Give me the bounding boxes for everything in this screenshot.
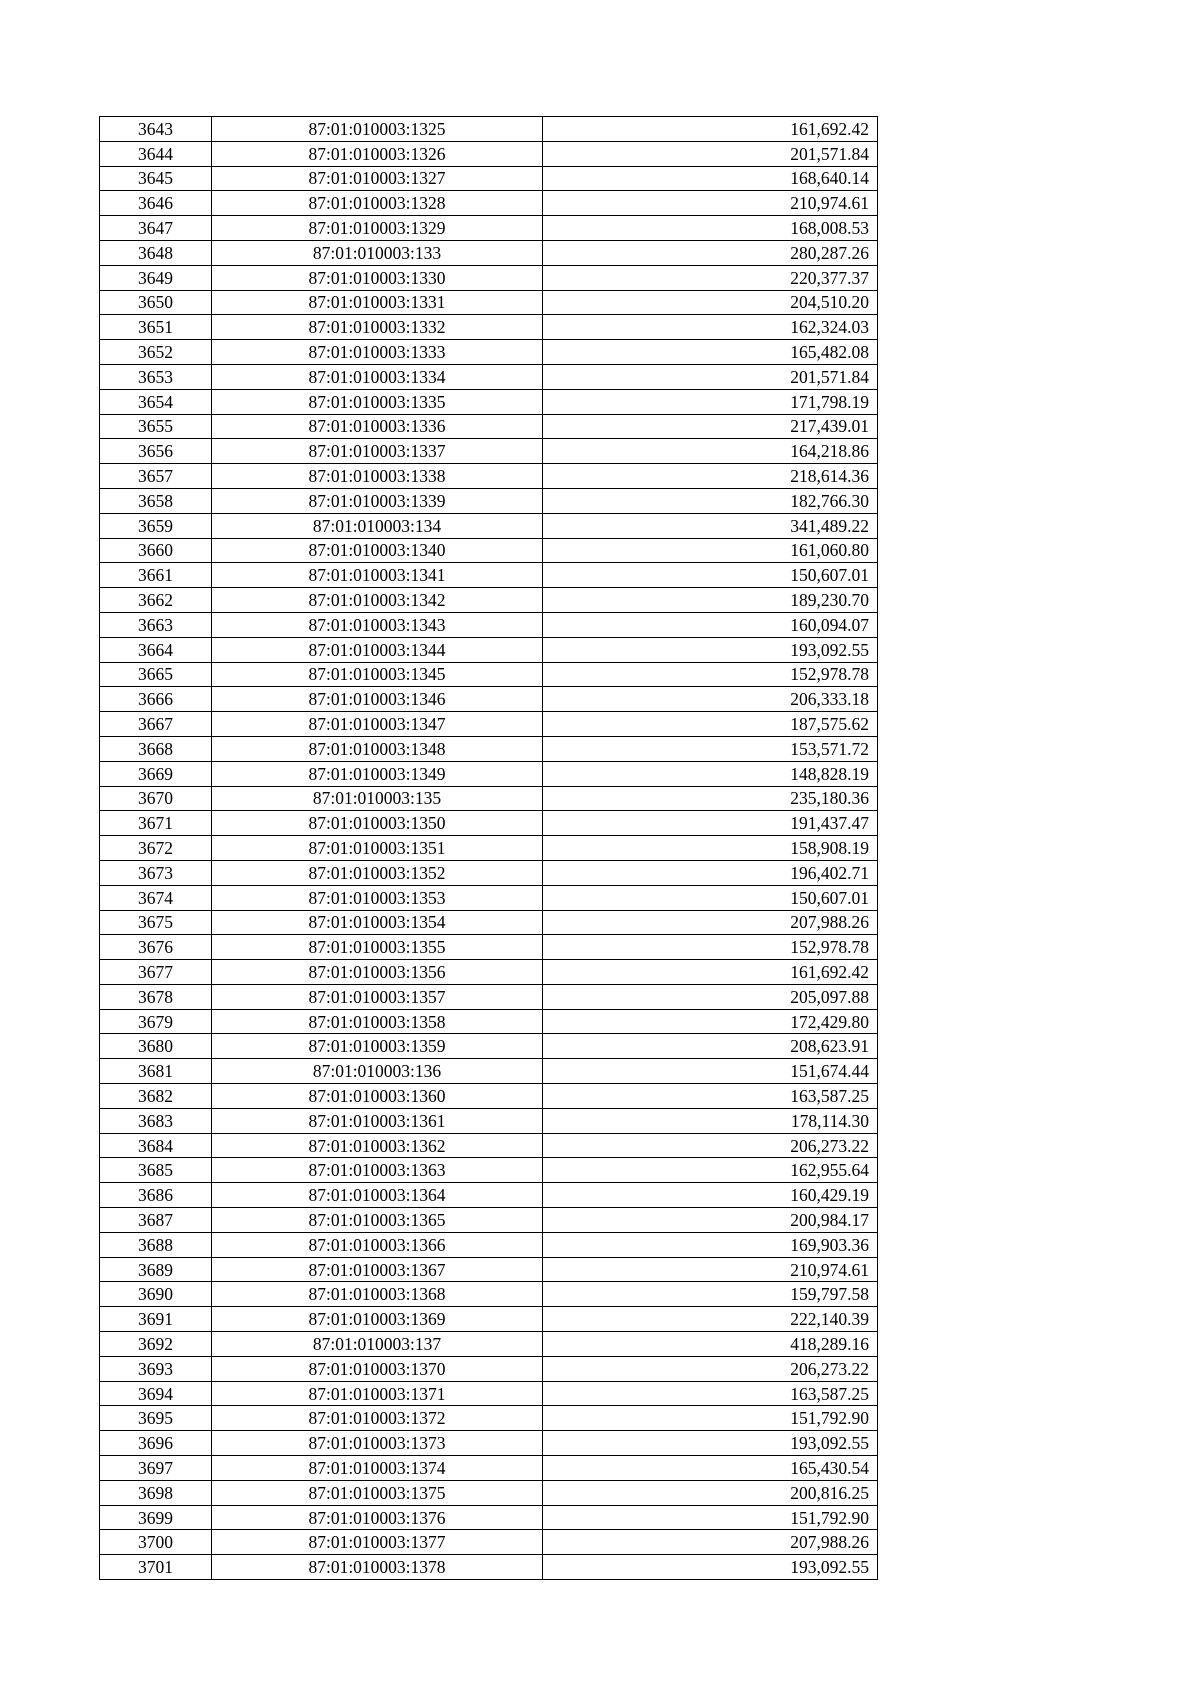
table-row xyxy=(100,513,878,538)
cadastral-number-cell: 87:01:010003:1369 xyxy=(212,1307,543,1332)
value-cell: 206,273.22 xyxy=(543,1133,878,1158)
table-row xyxy=(100,538,878,563)
row-number-cell: 3677 xyxy=(100,960,212,985)
table-row xyxy=(100,761,878,786)
table-row xyxy=(100,216,878,241)
row-number-cell: 3674 xyxy=(100,885,212,910)
row-number-cell: 3701 xyxy=(100,1555,212,1580)
cadastral-number-cell: 87:01:010003:1331 xyxy=(212,290,543,315)
row-number-cell: 3666 xyxy=(100,687,212,712)
cadastral-number-cell: 87:01:010003:1329 xyxy=(212,216,543,241)
table-row xyxy=(100,1406,878,1431)
table-row xyxy=(100,439,878,464)
row-number-cell: 3693 xyxy=(100,1356,212,1381)
cadastral-number-cell: 87:01:010003:1363 xyxy=(212,1158,543,1183)
row-number-cell: 3671 xyxy=(100,811,212,836)
cadastral-number-cell: 87:01:010003:1340 xyxy=(212,538,543,563)
value-cell: 208,623.91 xyxy=(543,1034,878,1059)
row-number-cell: 3658 xyxy=(100,488,212,513)
table-row xyxy=(100,1084,878,1109)
cadastral-number-cell: 87:01:010003:1330 xyxy=(212,265,543,290)
value-cell: 161,692.42 xyxy=(543,117,878,142)
table-row xyxy=(100,1431,878,1456)
cadastral-number-cell: 87:01:010003:1357 xyxy=(212,984,543,1009)
row-number-cell: 3685 xyxy=(100,1158,212,1183)
cadastral-number-cell: 87:01:010003:1365 xyxy=(212,1208,543,1233)
row-number-cell: 3673 xyxy=(100,860,212,885)
table-row xyxy=(100,1108,878,1133)
cadastral-number-cell: 87:01:010003:1337 xyxy=(212,439,543,464)
cadastral-number-cell: 87:01:010003:1336 xyxy=(212,414,543,439)
value-cell: 158,908.19 xyxy=(543,836,878,861)
value-cell: 206,333.18 xyxy=(543,687,878,712)
row-number-cell: 3646 xyxy=(100,191,212,216)
row-number-cell: 3682 xyxy=(100,1084,212,1109)
row-number-cell: 3653 xyxy=(100,364,212,389)
value-cell: 153,571.72 xyxy=(543,736,878,761)
table-row xyxy=(100,141,878,166)
value-cell: 150,607.01 xyxy=(543,563,878,588)
value-cell: 341,489.22 xyxy=(543,513,878,538)
table-row xyxy=(100,1332,878,1357)
value-cell: 217,439.01 xyxy=(543,414,878,439)
cadastral-number-cell: 87:01:010003:1341 xyxy=(212,563,543,588)
row-number-cell: 3650 xyxy=(100,290,212,315)
cadastral-number-cell: 87:01:010003:1348 xyxy=(212,736,543,761)
row-number-cell: 3665 xyxy=(100,662,212,687)
value-cell: 151,792.90 xyxy=(543,1505,878,1530)
value-cell: 148,828.19 xyxy=(543,761,878,786)
cadastral-number-cell: 87:01:010003:1335 xyxy=(212,389,543,414)
row-number-cell: 3687 xyxy=(100,1208,212,1233)
cadastral-number-cell: 87:01:010003:1370 xyxy=(212,1356,543,1381)
cadastral-number-cell: 87:01:010003:1350 xyxy=(212,811,543,836)
row-number-cell: 3662 xyxy=(100,588,212,613)
cadastral-number-cell: 87:01:010003:1354 xyxy=(212,910,543,935)
table-row xyxy=(100,240,878,265)
row-number-cell: 3690 xyxy=(100,1282,212,1307)
table-row xyxy=(100,1555,878,1580)
value-cell: 193,092.55 xyxy=(543,1555,878,1580)
row-number-cell: 3678 xyxy=(100,984,212,1009)
value-cell: 207,988.26 xyxy=(543,910,878,935)
cadastral-number-cell: 87:01:010003:1358 xyxy=(212,1009,543,1034)
row-number-cell: 3681 xyxy=(100,1059,212,1084)
cadastral-number-cell: 87:01:010003:1368 xyxy=(212,1282,543,1307)
table-row xyxy=(100,488,878,513)
table-row xyxy=(100,191,878,216)
table-row xyxy=(100,1009,878,1034)
table-row xyxy=(100,117,878,142)
value-cell: 201,571.84 xyxy=(543,364,878,389)
table-row xyxy=(100,166,878,191)
table-row xyxy=(100,290,878,315)
row-number-cell: 3675 xyxy=(100,910,212,935)
value-cell: 280,287.26 xyxy=(543,240,878,265)
row-number-cell: 3680 xyxy=(100,1034,212,1059)
cadastral-number-cell: 87:01:010003:1342 xyxy=(212,588,543,613)
value-cell: 160,094.07 xyxy=(543,612,878,637)
row-number-cell: 3667 xyxy=(100,712,212,737)
row-number-cell: 3655 xyxy=(100,414,212,439)
value-cell: 172,429.80 xyxy=(543,1009,878,1034)
table-row xyxy=(100,712,878,737)
cadastral-number-cell: 87:01:010003:1362 xyxy=(212,1133,543,1158)
row-number-cell: 3679 xyxy=(100,1009,212,1034)
cadastral-number-cell: 87:01:010003:1351 xyxy=(212,836,543,861)
table-row xyxy=(100,1307,878,1332)
cadastral-number-cell: 87:01:010003:1366 xyxy=(212,1232,543,1257)
row-number-cell: 3654 xyxy=(100,389,212,414)
value-cell: 178,114.30 xyxy=(543,1108,878,1133)
table-row xyxy=(100,687,878,712)
row-number-cell: 3668 xyxy=(100,736,212,761)
row-number-cell: 3697 xyxy=(100,1456,212,1481)
cadastral-number-cell: 87:01:010003:1364 xyxy=(212,1183,543,1208)
row-number-cell: 3659 xyxy=(100,513,212,538)
value-cell: 210,974.61 xyxy=(543,1257,878,1282)
data-table xyxy=(99,116,878,1580)
table-row xyxy=(100,736,878,761)
value-cell: 162,955.64 xyxy=(543,1158,878,1183)
row-number-cell: 3698 xyxy=(100,1480,212,1505)
value-cell: 222,140.39 xyxy=(543,1307,878,1332)
cadastral-number-cell: 87:01:010003:1359 xyxy=(212,1034,543,1059)
table-row xyxy=(100,637,878,662)
row-number-cell: 3656 xyxy=(100,439,212,464)
value-cell: 165,430.54 xyxy=(543,1456,878,1481)
value-cell: 206,273.22 xyxy=(543,1356,878,1381)
value-cell: 191,437.47 xyxy=(543,811,878,836)
table-row xyxy=(100,935,878,960)
cadastral-number-cell: 87:01:010003:135 xyxy=(212,786,543,811)
cadastral-number-cell: 87:01:010003:1344 xyxy=(212,637,543,662)
table-row xyxy=(100,464,878,489)
row-number-cell: 3676 xyxy=(100,935,212,960)
row-number-cell: 3683 xyxy=(100,1108,212,1133)
table-row xyxy=(100,1183,878,1208)
value-cell: 210,974.61 xyxy=(543,191,878,216)
value-cell: 152,978.78 xyxy=(543,935,878,960)
value-cell: 150,607.01 xyxy=(543,885,878,910)
table-row xyxy=(100,1480,878,1505)
value-cell: 161,692.42 xyxy=(543,960,878,985)
value-cell: 160,429.19 xyxy=(543,1183,878,1208)
cadastral-number-cell: 87:01:010003:1339 xyxy=(212,488,543,513)
cadastral-number-cell: 87:01:010003:1360 xyxy=(212,1084,543,1109)
row-number-cell: 3691 xyxy=(100,1307,212,1332)
value-cell: 163,587.25 xyxy=(543,1381,878,1406)
table-row xyxy=(100,1034,878,1059)
row-number-cell: 3652 xyxy=(100,340,212,365)
table-row xyxy=(100,662,878,687)
table-row xyxy=(100,885,878,910)
value-cell: 418,289.16 xyxy=(543,1332,878,1357)
value-cell: 200,984.17 xyxy=(543,1208,878,1233)
row-number-cell: 3647 xyxy=(100,216,212,241)
cadastral-number-cell: 87:01:010003:1376 xyxy=(212,1505,543,1530)
cadastral-number-cell: 87:01:010003:1373 xyxy=(212,1431,543,1456)
cadastral-number-cell: 87:01:010003:1367 xyxy=(212,1257,543,1282)
value-cell: 187,575.62 xyxy=(543,712,878,737)
table-row xyxy=(100,414,878,439)
cadastral-number-cell: 87:01:010003:1338 xyxy=(212,464,543,489)
row-number-cell: 3661 xyxy=(100,563,212,588)
value-cell: 162,324.03 xyxy=(543,315,878,340)
table-row xyxy=(100,1232,878,1257)
row-number-cell: 3669 xyxy=(100,761,212,786)
value-cell: 207,988.26 xyxy=(543,1530,878,1555)
table-row xyxy=(100,984,878,1009)
row-number-cell: 3643 xyxy=(100,117,212,142)
row-number-cell: 3672 xyxy=(100,836,212,861)
value-cell: 182,766.30 xyxy=(543,488,878,513)
table-row xyxy=(100,960,878,985)
cadastral-number-cell: 87:01:010003:1326 xyxy=(212,141,543,166)
table-row xyxy=(100,612,878,637)
cadastral-number-cell: 87:01:010003:1377 xyxy=(212,1530,543,1555)
row-number-cell: 3692 xyxy=(100,1332,212,1357)
table-row xyxy=(100,340,878,365)
table-row xyxy=(100,1208,878,1233)
value-cell: 159,797.58 xyxy=(543,1282,878,1307)
value-cell: 161,060.80 xyxy=(543,538,878,563)
cadastral-number-cell: 87:01:010003:1374 xyxy=(212,1456,543,1481)
cadastral-number-cell: 87:01:010003:1372 xyxy=(212,1406,543,1431)
value-cell: 205,097.88 xyxy=(543,984,878,1009)
cadastral-number-cell: 87:01:010003:1353 xyxy=(212,885,543,910)
value-cell: 218,614.36 xyxy=(543,464,878,489)
table-row xyxy=(100,1530,878,1555)
row-number-cell: 3694 xyxy=(100,1381,212,1406)
row-number-cell: 3684 xyxy=(100,1133,212,1158)
value-cell: 201,571.84 xyxy=(543,141,878,166)
cadastral-number-cell: 87:01:010003:1346 xyxy=(212,687,543,712)
row-number-cell: 3649 xyxy=(100,265,212,290)
value-cell: 169,903.36 xyxy=(543,1232,878,1257)
value-cell: 193,092.55 xyxy=(543,637,878,662)
cadastral-number-cell: 87:01:010003:1332 xyxy=(212,315,543,340)
row-number-cell: 3663 xyxy=(100,612,212,637)
row-number-cell: 3664 xyxy=(100,637,212,662)
table-row xyxy=(100,1158,878,1183)
value-cell: 200,816.25 xyxy=(543,1480,878,1505)
cadastral-number-cell: 87:01:010003:1371 xyxy=(212,1381,543,1406)
value-cell: 164,218.86 xyxy=(543,439,878,464)
table-row xyxy=(100,1356,878,1381)
table-row xyxy=(100,860,878,885)
cadastral-number-cell: 87:01:010003:1355 xyxy=(212,935,543,960)
row-number-cell: 3660 xyxy=(100,538,212,563)
cadastral-number-cell: 87:01:010003:1334 xyxy=(212,364,543,389)
value-cell: 168,008.53 xyxy=(543,216,878,241)
cadastral-number-cell: 87:01:010003:1347 xyxy=(212,712,543,737)
cadastral-number-cell: 87:01:010003:1327 xyxy=(212,166,543,191)
row-number-cell: 3657 xyxy=(100,464,212,489)
cadastral-number-cell: 87:01:010003:1325 xyxy=(212,117,543,142)
table-row xyxy=(100,836,878,861)
row-number-cell: 3695 xyxy=(100,1406,212,1431)
table-row xyxy=(100,910,878,935)
value-cell: 220,377.37 xyxy=(543,265,878,290)
row-number-cell: 3644 xyxy=(100,141,212,166)
row-number-cell: 3688 xyxy=(100,1232,212,1257)
table-row xyxy=(100,1133,878,1158)
value-cell: 235,180.36 xyxy=(543,786,878,811)
cadastral-number-cell: 87:01:010003:136 xyxy=(212,1059,543,1084)
value-cell: 204,510.20 xyxy=(543,290,878,315)
value-cell: 193,092.55 xyxy=(543,1431,878,1456)
table-row xyxy=(100,811,878,836)
table-row xyxy=(100,1381,878,1406)
value-cell: 168,640.14 xyxy=(543,166,878,191)
value-cell: 171,798.19 xyxy=(543,389,878,414)
table-row xyxy=(100,1282,878,1307)
row-number-cell: 3648 xyxy=(100,240,212,265)
table-row xyxy=(100,315,878,340)
table-row xyxy=(100,1059,878,1084)
table-row xyxy=(100,588,878,613)
value-cell: 163,587.25 xyxy=(543,1084,878,1109)
cadastral-number-cell: 87:01:010003:1375 xyxy=(212,1480,543,1505)
value-cell: 151,792.90 xyxy=(543,1406,878,1431)
row-number-cell: 3651 xyxy=(100,315,212,340)
cadastral-number-cell: 87:01:010003:1361 xyxy=(212,1108,543,1133)
cadastral-number-cell: 87:01:010003:133 xyxy=(212,240,543,265)
cadastral-number-cell: 87:01:010003:1328 xyxy=(212,191,543,216)
row-number-cell: 3700 xyxy=(100,1530,212,1555)
row-number-cell: 3645 xyxy=(100,166,212,191)
table-row xyxy=(100,786,878,811)
value-cell: 165,482.08 xyxy=(543,340,878,365)
row-number-cell: 3699 xyxy=(100,1505,212,1530)
row-number-cell: 3670 xyxy=(100,786,212,811)
value-cell: 196,402.71 xyxy=(543,860,878,885)
value-cell: 189,230.70 xyxy=(543,588,878,613)
table-row xyxy=(100,563,878,588)
cadastral-number-cell: 87:01:010003:1333 xyxy=(212,340,543,365)
row-number-cell: 3686 xyxy=(100,1183,212,1208)
row-number-cell: 3689 xyxy=(100,1257,212,1282)
table-row xyxy=(100,265,878,290)
row-number-cell: 3696 xyxy=(100,1431,212,1456)
cadastral-number-cell: 87:01:010003:1378 xyxy=(212,1555,543,1580)
cadastral-number-cell: 87:01:010003:1345 xyxy=(212,662,543,687)
table-row xyxy=(100,364,878,389)
table-row xyxy=(100,389,878,414)
cadastral-number-cell: 87:01:010003:137 xyxy=(212,1332,543,1357)
cadastral-number-cell: 87:01:010003:1343 xyxy=(212,612,543,637)
table-body xyxy=(100,117,878,1580)
cadastral-number-cell: 87:01:010003:1356 xyxy=(212,960,543,985)
value-cell: 152,978.78 xyxy=(543,662,878,687)
cadastral-number-cell: 87:01:010003:1352 xyxy=(212,860,543,885)
table-row xyxy=(100,1505,878,1530)
cadastral-number-cell: 87:01:010003:134 xyxy=(212,513,543,538)
table-row xyxy=(100,1456,878,1481)
value-cell: 151,674.44 xyxy=(543,1059,878,1084)
table-row xyxy=(100,1257,878,1282)
cadastral-number-cell: 87:01:010003:1349 xyxy=(212,761,543,786)
